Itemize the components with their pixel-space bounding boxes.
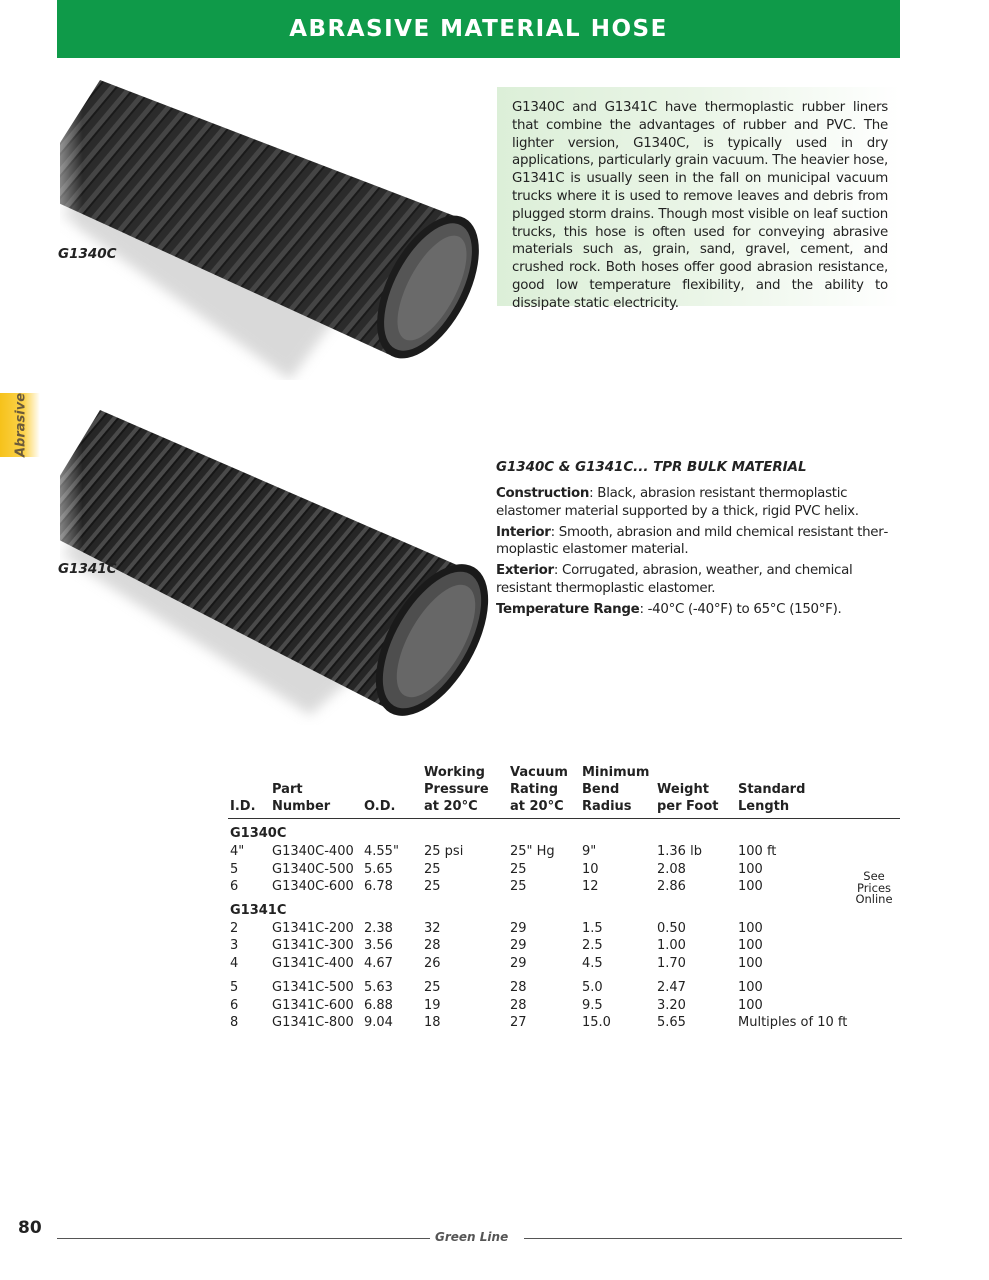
col-header-od: O.D. [364, 799, 396, 814]
hose-image-g1340c [60, 80, 510, 380]
spec-exterior: Exterior: Corrugated, abrasion, weather, and chemical resistant thermoplastic elastomer. [496, 563, 853, 596]
spec-temperature: Temperature Range: -40°C (-40°F) to 65°C (150°F). [496, 601, 842, 617]
col-header-working-pressure: Working Pressure at 20°C [424, 765, 489, 814]
group-title-g1340c: G1340C [230, 826, 287, 841]
col-header-vacuum-rating: Vacuum Rating at 20°C [510, 765, 568, 814]
page-title: ABRASIVE MATERIAL HOSE [289, 16, 668, 42]
table-row: 4" G1340C-400 4.55" 25 psi 25" Hg 9" 1.36 lb 100 ft [230, 844, 777, 859]
spec-table [228, 767, 900, 1032]
page-number: 80 [18, 1218, 42, 1238]
spec-interior: Interior: Smooth, abrasion and mild chemical resistant thermoplastic elastomer material. [496, 524, 889, 558]
table-row: 3 G1341C-300 3.56 28 29 2.5 1.00 100 [230, 938, 763, 953]
see-prices-online-note: See Prices Online [855, 869, 893, 906]
intro-box [497, 87, 900, 311]
side-tab-abrasive [0, 393, 40, 457]
col-header-standard-length: Standard Length [738, 782, 806, 814]
specs-section [496, 460, 904, 622]
col-header-weight: Weight per Foot [657, 782, 719, 814]
side-tab-label: Abrasive [13, 392, 29, 458]
footer-divider-right [524, 1238, 902, 1239]
specs-title: G1340C & G1341C... TPR BULK MATERIAL [496, 460, 807, 475]
table-row: 5 G1341C-500 5.63 25 28 5.0 2.47 100 [230, 980, 763, 995]
table-row: 6 G1341C-600 6.88 19 28 9.5 3.20 100 [230, 997, 763, 1013]
hose-label-g1341c: G1341C [58, 561, 117, 577]
table-row: 5 G1340C-500 5.65 25 25 10 2.08 100 [230, 861, 763, 877]
footer-divider-left [57, 1238, 430, 1239]
table-row: 4 G1341C-400 4.67 26 29 4.5 1.70 100 [230, 955, 763, 971]
table-header [228, 767, 900, 819]
table-row: 2 G1341C-200 2.38 32 29 1.5 0.50 100 [230, 920, 763, 936]
col-header-bend-radius: Minimum Bend Radius [582, 765, 650, 814]
header-bar [57, 0, 900, 58]
footer-brand: Green Line [435, 1230, 509, 1244]
hose-label-g1340c: G1340C [58, 246, 117, 262]
hose-image-g1341c [60, 405, 510, 725]
spec-construction: Construction: Black, abrasion resistant thermoplastic elastomer material supported by a thick, rigid PVC helix. [496, 486, 859, 519]
table-row: 6 G1340C-600 6.78 25 25 12 2.86 100 [230, 879, 763, 894]
intro-paragraph: G1340C and G1341C have thermoplastic rubber liners that combine the advantages of rubber and PVC. The lighter version, G1340C, is typically used in dry applications, particularly grain vacuum. The heavier hose, G1341C is usually seen in the fall on municipal vacuum trucks where it is used to remove leaves and debris from plugged storm drains. Though most visible on leaf suction trucks, this hose is often used for conveying abrasive materials such as, grain, sand, gravel, cement, and crushed rock. Both hoses offer good abrasion resistance, good low temperature flexibility, and the ability to dissipate static electricity. [512, 100, 888, 311]
col-header-part-number: Part Number [272, 782, 331, 814]
col-header-id: I.D. [230, 799, 256, 814]
table-row: 8 G1341C-800 9.04 18 27 15.0 5.65 Multiples of 10 ft [230, 1015, 848, 1030]
group-title-g1341c: G1341C [230, 902, 287, 918]
